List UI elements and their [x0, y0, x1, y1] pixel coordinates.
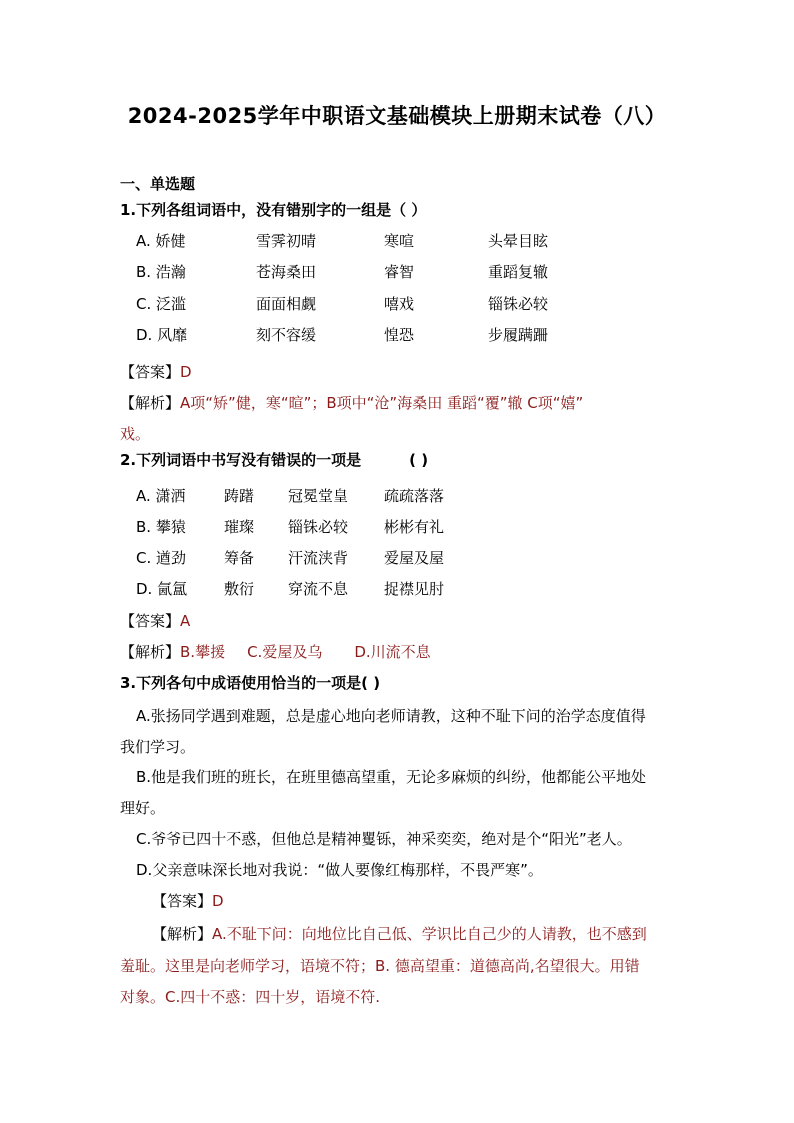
- analysis-item-1: B.攀援: [180, 643, 226, 661]
- q2-option-d-1: D. 氤氲: [136, 580, 188, 598]
- q3-option-a: A.张扬同学遇到难题，总是虚心地向老师请教，这种不耻下问的治学态度值得: [136, 707, 646, 725]
- q1-option-d-2: 刻不容缓: [256, 326, 317, 344]
- analysis-item-3: D.川流不息: [354, 643, 431, 661]
- q3-answer: [152, 891, 224, 911]
- q3-option-c: C.爷爷已四十不惑，但他总是精神矍铄，神采奕奕，绝对是个“阳光”老人。: [136, 830, 632, 848]
- analysis-tag: 【解析】: [120, 394, 181, 412]
- q1-option-c-4: 锱铢必较: [488, 295, 549, 313]
- analysis-text: A.不耻下问：向地位比自己低、学识比自己少的人请教，也不感到: [212, 925, 647, 943]
- q2-option-c-3: 汗流浃背: [288, 549, 349, 567]
- q3-option-b-cont: 理好。: [120, 799, 166, 817]
- answer-value: A: [180, 612, 191, 630]
- q3-option-b: B.他是我们班的班长，在班里德高望重，无论多麻烦的纠纷，他都能公平地处: [136, 768, 647, 786]
- q1-option-a-1: A. 娇健: [136, 232, 186, 250]
- q1-option-d-3: 惶恐: [384, 326, 415, 344]
- q2-option-b-4: 彬彬有礼: [384, 518, 445, 536]
- q3-stem: 3.下列各句中成语使用恰当的一项是( ): [120, 674, 381, 692]
- q2-option-d-2: 敷衍: [224, 580, 255, 598]
- q2-stem: [120, 450, 428, 470]
- q1-option-b-2: 苍海桑田: [256, 263, 317, 281]
- section-heading: 一、单选题: [120, 175, 196, 193]
- analysis-item-2: C.爱屋及乌: [247, 643, 323, 661]
- q2-option-c-4: 爱屋及屋: [384, 549, 445, 567]
- q2-stem-text: 2.下列词语中书写没有错误的一项是: [120, 451, 362, 469]
- q3-option-a-cont: 我们学习。: [120, 738, 196, 756]
- q3-analysis-cont-1: 羞耻。这里是向老师学习，语境不符；B. 德高望重：道德高尚,名望很大。用错: [120, 957, 640, 975]
- q2-option-a-3: 冠冕堂皇: [288, 487, 349, 505]
- q1-option-d-1: D. 风靡: [136, 326, 188, 344]
- q1-option-a-3: 寒喧: [384, 232, 415, 250]
- q2-option-d-3: 穿流不息: [288, 580, 349, 598]
- answer-tag: 【答案】: [152, 892, 213, 910]
- q2-option-b-2: 璀璨: [224, 518, 255, 536]
- analysis-text: A项“矫”健，寒“暄”；B项中“沧”海桑田 重蹈“覆”辙 C项“嬉”: [180, 394, 584, 412]
- q1-option-b-4: 重蹈复辙: [488, 263, 549, 281]
- page-title: 2024-2025学年中职语文基础模块上册期末试卷（八）: [127, 104, 667, 128]
- q2-analysis: [120, 642, 431, 662]
- q2-option-b-1: B. 攀猿: [136, 518, 186, 536]
- q1-analysis: [120, 393, 583, 413]
- q2-option-c-1: C. 遒劲: [136, 549, 187, 567]
- q3-option-d: D.父亲意味深长地对我说：“做人要像红梅那样，不畏严寒”。: [136, 861, 543, 879]
- q1-option-c-2: 面面相觑: [256, 295, 317, 313]
- q2-option-b-3: 锱铢必较: [288, 518, 349, 536]
- answer-tag: 【答案】: [120, 363, 181, 381]
- q1-option-d-4: 步履蹒跚: [488, 326, 549, 344]
- q1-analysis-cont: 戏。: [120, 425, 151, 443]
- q2-option-a-4: 疏疏落落: [384, 487, 445, 505]
- q2-option-c-2: 筹备: [224, 549, 255, 567]
- q2-bracket: ( ): [409, 451, 429, 469]
- q2-option-a-2: 踌躇: [224, 487, 255, 505]
- q2-option-d-4: 捉襟见肘: [384, 580, 445, 598]
- q3-analysis-cont-2: 对象。C.四十不惑：四十岁，语境不符.: [120, 988, 381, 1006]
- q2-option-a-1: A. 潇洒: [136, 487, 186, 505]
- answer-value: D: [212, 892, 224, 910]
- q1-option-c-1: C. 泛滥: [136, 295, 187, 313]
- q2-answer: [120, 611, 190, 631]
- q1-option-b-1: B. 浩瀚: [136, 263, 186, 281]
- q1-stem: 1.下列各组词语中，没有错别字的一组是（ ）: [120, 201, 427, 219]
- q1-option-c-3: 嘻戏: [384, 295, 415, 313]
- q1-option-a-4: 头晕目眩: [488, 232, 549, 250]
- q1-answer: [120, 362, 192, 382]
- q3-analysis: [152, 924, 647, 944]
- answer-tag: 【答案】: [120, 612, 181, 630]
- analysis-tag: 【解析】: [120, 643, 181, 661]
- answer-value: D: [180, 363, 192, 381]
- q1-option-b-3: 睿智: [384, 263, 415, 281]
- analysis-tag: 【解析】: [152, 925, 213, 943]
- q1-option-a-2: 雪霁初晴: [256, 232, 317, 250]
